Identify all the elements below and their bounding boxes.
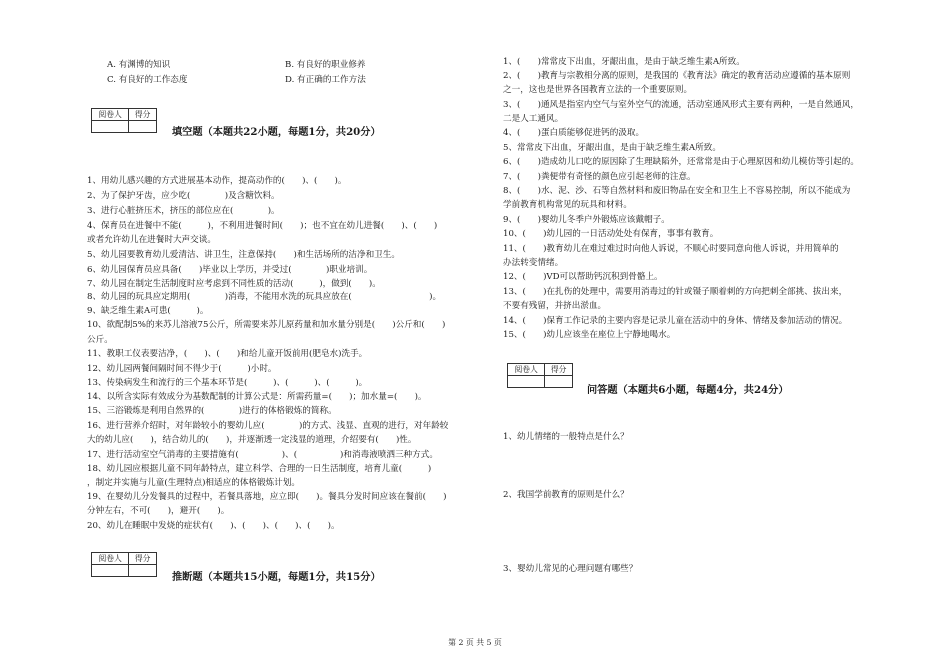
fill-line: 9、缺乏维生素A可患( )。 — [87, 306, 209, 316]
fill-line: 公斤。 — [87, 335, 113, 345]
score-box-score-cell — [129, 121, 157, 133]
fill-line: 13、传染病发生和流行的三个基本环节是( )、( )、( )。 — [87, 378, 368, 388]
fill-line: 18、幼儿园应根据儿童不同年龄特点，建立科学、合理的一日生活制度，培育儿童( ) — [87, 464, 432, 474]
fill-line: 19、在婴幼儿分发餐具的过程中，若餐具落地，应立即( )。餐具分发时间应该在餐前( ) — [87, 492, 447, 502]
judge-line: 10、( )幼儿园的一日活动处处有保育，事事有教育。 — [503, 229, 719, 239]
score-box-score-label: 得分 — [129, 109, 157, 121]
judge-line: 1、( )常常皮下出血，牙龈出血，是由于缺乏维生素A所致。 — [503, 57, 745, 67]
fill-line: 或者允许幼儿在进餐时大声交谈。 — [87, 235, 216, 245]
fill-line: 2、为了保护牙齿，应少吃( )及含糖饮料。 — [87, 191, 280, 201]
fill-line: 3、进行心脏挤压术，挤压的部位应在( )。 — [87, 206, 280, 216]
judge-line: 14、( )保育工作记录的主要内容是记录儿童在活动中的身体、情绪及参加活动的情况。 — [503, 316, 848, 326]
score-box-grader-cell — [92, 565, 129, 577]
fill-line: 10、欲配制5%的来苏儿溶液75公斤，所需要来苏儿原药量和加水量分别是( )公斤和( ) — [87, 320, 446, 330]
fill-line: 分钟左右，不可( )，避开( )。 — [87, 506, 230, 516]
judge-line: 3、( )通风是指室内空气与室外空气的流通，活动室通风形式主要有两种，一是自然通风， — [503, 100, 859, 110]
judge-line: 二是人工通风。 — [503, 114, 564, 124]
fill-line: 6、幼儿园保育员应具备( )毕业以上学历，并受过( )职业培训。 — [87, 265, 373, 275]
fill-line: 17、进行活动室空气消毒的主要措施有( )、( )和消毒液喷洒三种方式。 — [87, 450, 438, 460]
fill-line: 1、用幼儿感兴趣的方式进展基本动作，提高动作的( )、( )。 — [87, 176, 347, 186]
section-title-fill: 填空题（本题共22小题，每题1分，共20分） — [172, 126, 381, 138]
judge-line: 7、( )粪便带有奇怪的颜色应引起老师的注意。 — [503, 172, 696, 182]
judge-line: 5、常常皮下出血，牙龈出血，是由于缺乏维生素A所致。 — [503, 143, 721, 153]
score-box-judge — [91, 552, 157, 577]
judge-line: 2、( )教育与宗教相分离的原则，是我国的《教育法》确定的教育活动应遵循的基本原则 — [503, 71, 851, 81]
section-title-judge: 推断题（本题共15小题，每题1分，共15分） — [172, 571, 381, 583]
fill-line: 14、以所含实际有效成分为基数配制的计算公式是：所需药量=( )；加水量=( )。 — [87, 392, 427, 402]
option-b: B. 有良好的职业修养 — [285, 60, 366, 70]
score-box-grader-label: 阅卷人 — [92, 109, 129, 121]
fill-line: 8、幼儿园的玩具应定期用( )消毒，不能用水洗的玩具应放在( )。 — [87, 292, 442, 302]
score-box-grader-cell — [508, 376, 545, 388]
fill-line: 16、进行营养介绍时，对年龄较小的婴幼儿应( )的方式、浅显、直观的进行，对年龄较 — [87, 421, 449, 431]
fill-line: 7、幼儿园在制定生活制度时应考虑到不同性质的活动( )，做到( )。 — [87, 279, 381, 289]
judge-line: 不要有残留，并挤出淤血。 — [503, 301, 607, 311]
fill-line: 15、三浴锻炼是利用自然界的( )进行的体格锻炼的简称。 — [87, 406, 337, 416]
score-box-score-cell — [129, 565, 157, 577]
fill-line: 大的幼儿应( )，结合幼儿的( )，并逐渐透一定浅显的道理，介绍要有( )性。 — [87, 435, 417, 445]
score-box-score-cell — [545, 376, 573, 388]
qa-question: 3、婴幼儿常见的心理问题有哪些？ — [503, 564, 638, 574]
judge-line: 11、( )教育幼儿在难过难过时向他人诉说，不顺心时要同意向他人诉说，并用简单的 — [503, 244, 839, 254]
score-box-score-label: 得分 — [545, 364, 573, 376]
judge-line: 6、( )造成幼儿口吃的原因除了生理缺陷外，还常常是由于心理原因和幼儿模仿等引起的。 — [503, 157, 859, 167]
option-a: A. 有渊博的知识 — [107, 60, 171, 70]
judge-line: 15、( )幼儿应该坐在座位上宁静地喝水。 — [503, 330, 676, 340]
section-title-qa: 问答题（本题共6小题，每题4分，共24分） — [587, 384, 789, 396]
option-d: D. 有正确的工作方法 — [285, 75, 366, 85]
fill-line: 4、保育员在进餐中不能( )，不利用进餐时间( )；也不宜在幼儿进餐( )、( ) — [87, 221, 438, 231]
fill-line: 12、幼儿园两餐间隔时间不得少于( )小时。 — [87, 364, 277, 374]
judge-line: 办法转变情绪。 — [503, 258, 564, 268]
fill-line: 20、幼儿在睡眠中发烧的症状有( )、( )、( )、( )。 — [87, 521, 340, 531]
judge-line: 8、( )水、泥、沙、石等自然材料和废旧物品在安全和卫生上不容易控制，所以不能成为 — [503, 186, 851, 196]
score-box-grader-label: 阅卷人 — [508, 364, 545, 376]
qa-question: 2、我国学前教育的原则是什么？ — [503, 490, 629, 500]
judge-line: 之一，这也是世界各国教育立法的一个重要原则。 — [503, 85, 693, 95]
judge-line: 学前教育机构常见的玩具和材料。 — [503, 200, 632, 210]
judge-line: 9、( )婴幼儿冬季户外锻炼应该戴帽子。 — [503, 215, 670, 225]
score-box-score-label: 得分 — [129, 553, 157, 565]
fill-line: 5、幼儿园要教育幼儿爱清洁、讲卫生，注意保持( )和生活场所的洁净和卫生。 — [87, 250, 400, 260]
score-box-grader-cell — [92, 121, 129, 133]
judge-line: 12、( )VD可以帮助钙沉积到骨骼上。 — [503, 272, 663, 282]
score-box-grader-label: 阅卷人 — [92, 553, 129, 565]
option-c: C. 有良好的工作态度 — [107, 75, 188, 85]
score-box-qa — [507, 363, 573, 388]
score-box-fill — [91, 108, 157, 133]
fill-line: ，制定并实施与儿童(生理特点)相适应的体格锻炼计划。 — [87, 478, 300, 488]
page-footer: 第 2 页 共 5 页 — [448, 638, 502, 647]
fill-line: 11、教职工仪表要洁净，( )、( )和给儿童开饭前用(肥皂水)洗手。 — [87, 349, 368, 359]
judge-line: 4、( )蛋白质能够促进钙的汲取。 — [503, 128, 645, 138]
judge-line: 13、( )在扎伤的处理中，需要用消毒过的针或镊子顺着刺的方向把刺全部挑、拔出来， — [503, 287, 848, 297]
qa-question: 1、幼儿情绪的一般特点是什么？ — [503, 432, 629, 442]
